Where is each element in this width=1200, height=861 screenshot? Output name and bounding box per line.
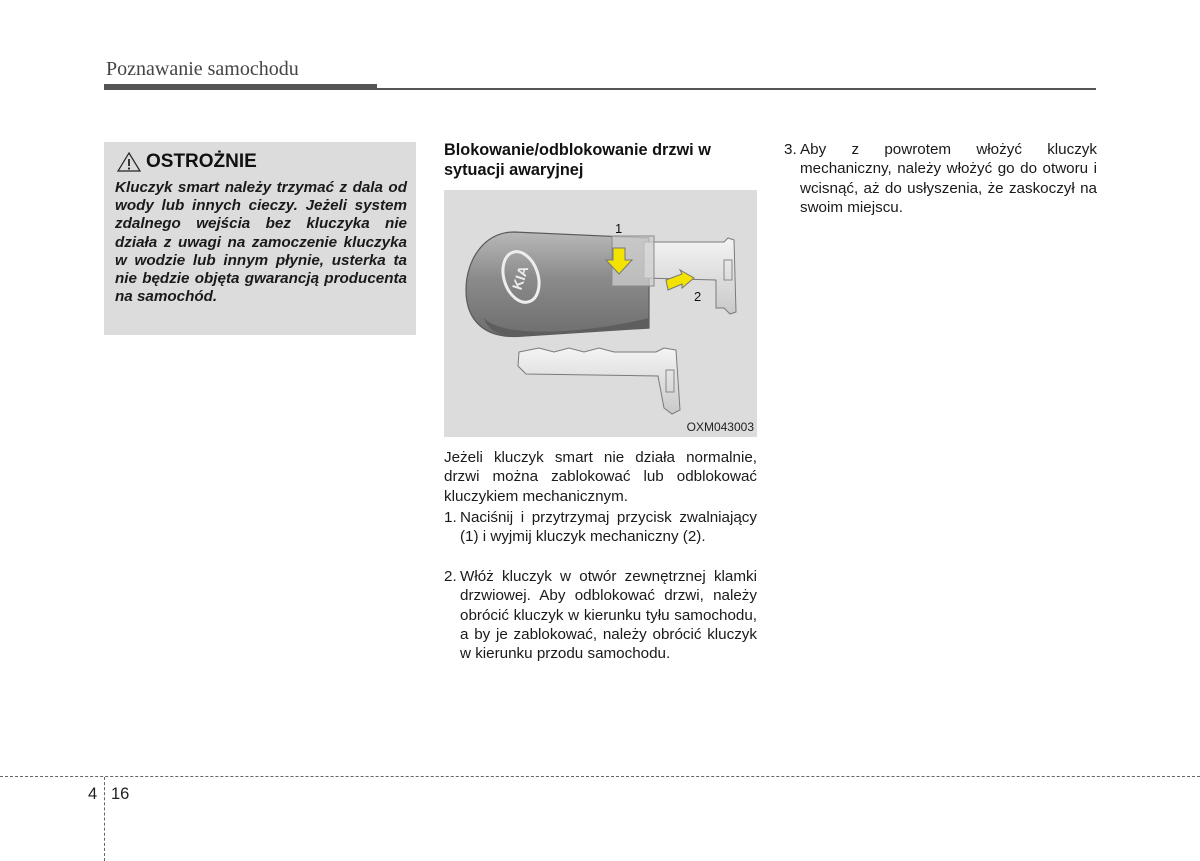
intro-paragraph: Jeżeli kluczyk smart nie działa normalnie, drzwi można zablokować lub odblokować kluczykiem mechanicznym.: [444, 449, 757, 505]
footer-dashed-divider: [104, 777, 105, 861]
section-heading: Blokowanie/odblokowanie drzwi w sytuacji awaryjnej: [444, 141, 711, 179]
warning-triangle-icon: [116, 151, 142, 173]
page-header-title: Poznawanie samochodu: [106, 58, 299, 80]
page-number: 16: [111, 785, 130, 803]
figure-label-2: 2: [694, 289, 702, 304]
key-figure: [444, 190, 757, 437]
caution-header: [116, 151, 257, 173]
step-number: 2.: [444, 568, 457, 585]
step-2: [444, 567, 757, 663]
step-number: 1.: [444, 509, 457, 526]
header-rule-thick: [104, 84, 377, 90]
header-rule-thin: [377, 88, 1096, 90]
step-number: 3.: [784, 141, 797, 158]
mechanical-key-removed: [518, 348, 680, 414]
step-text: Naciśnij i przytrzymaj przycisk zwalniający (1) i wyjmij kluczyk mechaniczny (2).: [460, 509, 757, 546]
caution-title: OSTROŻNIE: [146, 151, 257, 172]
footer-dashed-rule: [0, 776, 1200, 777]
figure-code: OXM043003: [686, 420, 754, 434]
step-3: [784, 140, 1097, 217]
chapter-number: 4: [88, 785, 98, 803]
step-text: Włóż kluczyk w otwór zewnętrznej klamki drzwiowej. Aby odblokować drzwi, należy obrócić kluczyk w kierunku tyłu samochodu, a by je zablokować, należy obrócić kluczyk w kierunku przodu samochodu.: [460, 568, 757, 663]
step-text: Aby z powrotem włożyć kluczyk mechaniczny, należy włożyć go do otworu i wcisnąć, aż do usłyszenia, że zaskoczył na swoim miejscu.: [800, 141, 1097, 216]
step-1: [444, 508, 757, 547]
smart-key-illustration: [444, 190, 757, 437]
figure-label-1: 1: [615, 221, 623, 236]
caution-box: [104, 142, 416, 335]
svg-text:KIA: KIA: [508, 263, 532, 292]
caution-text: Kluczyk smart należy trzymać z dala od wody lub innych cieczy. Jeżeli system zdalnego wejścia bez kluczyka nie działa z uwagi na zamoczenie kluczyka w wodzie lub innym płynie, usterka ta nie będzie objęta gwarancją producenta na samochód.: [115, 179, 407, 306]
